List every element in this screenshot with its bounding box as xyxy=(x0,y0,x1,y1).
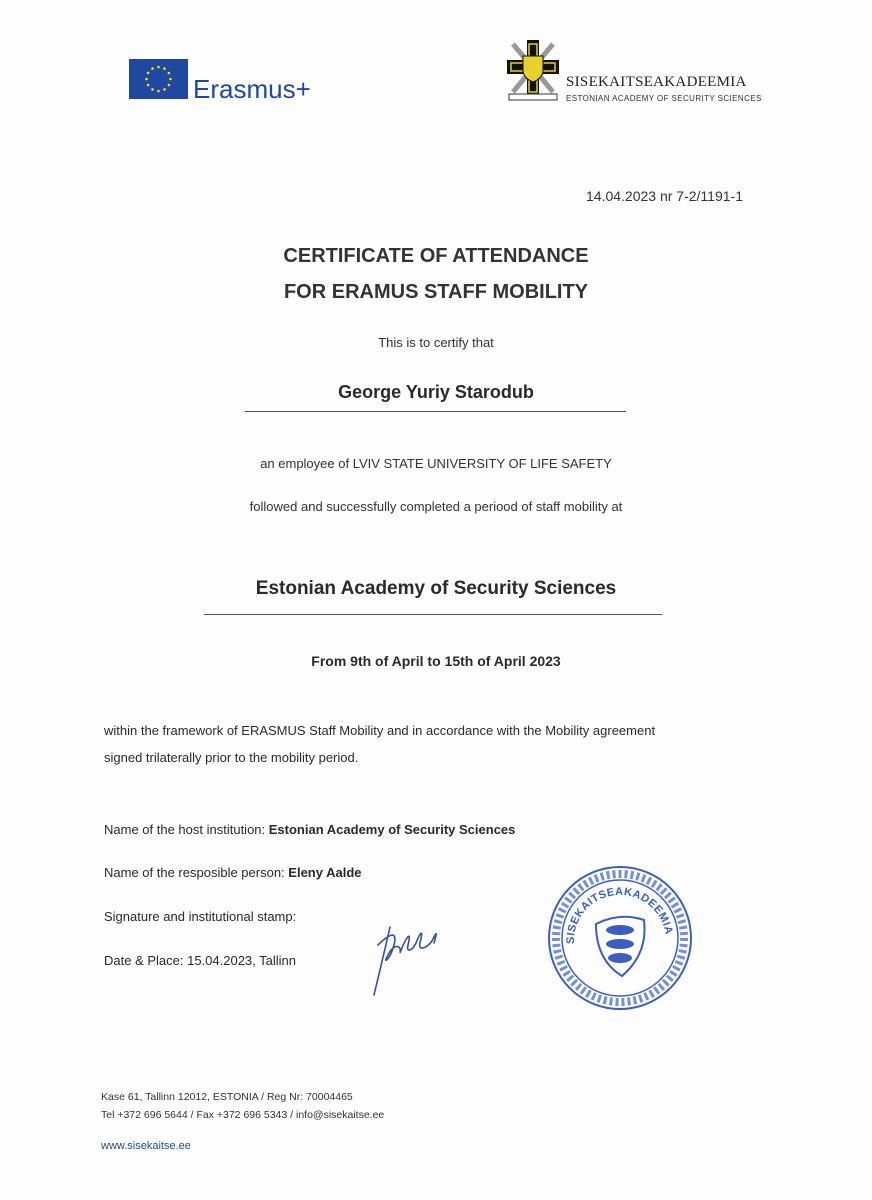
academy-emblem-logo xyxy=(505,38,561,102)
document-reference: 14.04.2023 nr 7-2/1191-1 xyxy=(586,188,743,204)
framework-line-1: within the framework of ERASMUS Staff Mobility and in accordance with the Mobility agreement xyxy=(104,723,656,738)
footer-contact: Tel +372 696 5644 / Fax +372 696 5343 / info@sisekaitse.ee xyxy=(101,1109,385,1121)
date-place: Date & Place: 15.04.2023, Tallinn xyxy=(104,953,297,968)
institutional-stamp xyxy=(544,864,696,1017)
erasmus-logo-text: Erasmus+ xyxy=(193,74,311,104)
host-institution-field xyxy=(104,822,515,837)
framework-line-2: signed trilaterally prior to the mobility period. xyxy=(104,750,359,765)
completed-text: followed and successfully completed a periood of staff mobility at xyxy=(249,499,623,514)
certificate-title xyxy=(0,238,872,310)
employee-text: an employee of LVIV STATE UNIVERSITY OF LIFE SAFETY xyxy=(260,456,612,471)
academy-subtitle: ESTONIAN ACADEMY OF SECURITY SCIENCES xyxy=(566,94,762,103)
title-line-2: FOR ERAMUS STAFF MOBILITY xyxy=(283,281,589,303)
host-value: Estonian Academy of Security Sciences xyxy=(268,822,516,837)
name-underline xyxy=(245,411,626,412)
academy-name: SISEKAITSEAKADEEMIA xyxy=(566,74,747,90)
title-line-1: CERTIFICATE OF ATTENDANCE xyxy=(283,245,589,267)
person-value: Eleny Aalde xyxy=(288,865,362,880)
footer-website-link[interactable]: www.sisekaitse.ee xyxy=(101,1140,191,1152)
framework-paragraph xyxy=(104,717,655,771)
person-label: Name of the resposible person: xyxy=(104,865,289,880)
certify-text: This is to certify that xyxy=(378,335,494,350)
participant-name: George Yuriy Starodub xyxy=(338,382,534,402)
eu-flag-logo xyxy=(129,59,188,99)
signature-label: Signature and institutional stamp: xyxy=(104,909,297,924)
host-institution-heading: Estonian Academy of Security Sciences xyxy=(255,578,617,599)
stamp-text: SISEKAITSEAKADEEMIA xyxy=(564,885,675,945)
footer-address: Kase 61, Tallinn 12012, ESTONIA / Reg Nr: 70004465 xyxy=(101,1091,353,1103)
handwritten-signature xyxy=(368,915,468,1005)
responsible-person-field xyxy=(104,865,362,880)
institution-underline xyxy=(204,614,662,615)
mobility-period: From 9th of April to 15th of April 2023 xyxy=(311,653,561,669)
host-label: Name of the host institution: xyxy=(104,822,269,837)
